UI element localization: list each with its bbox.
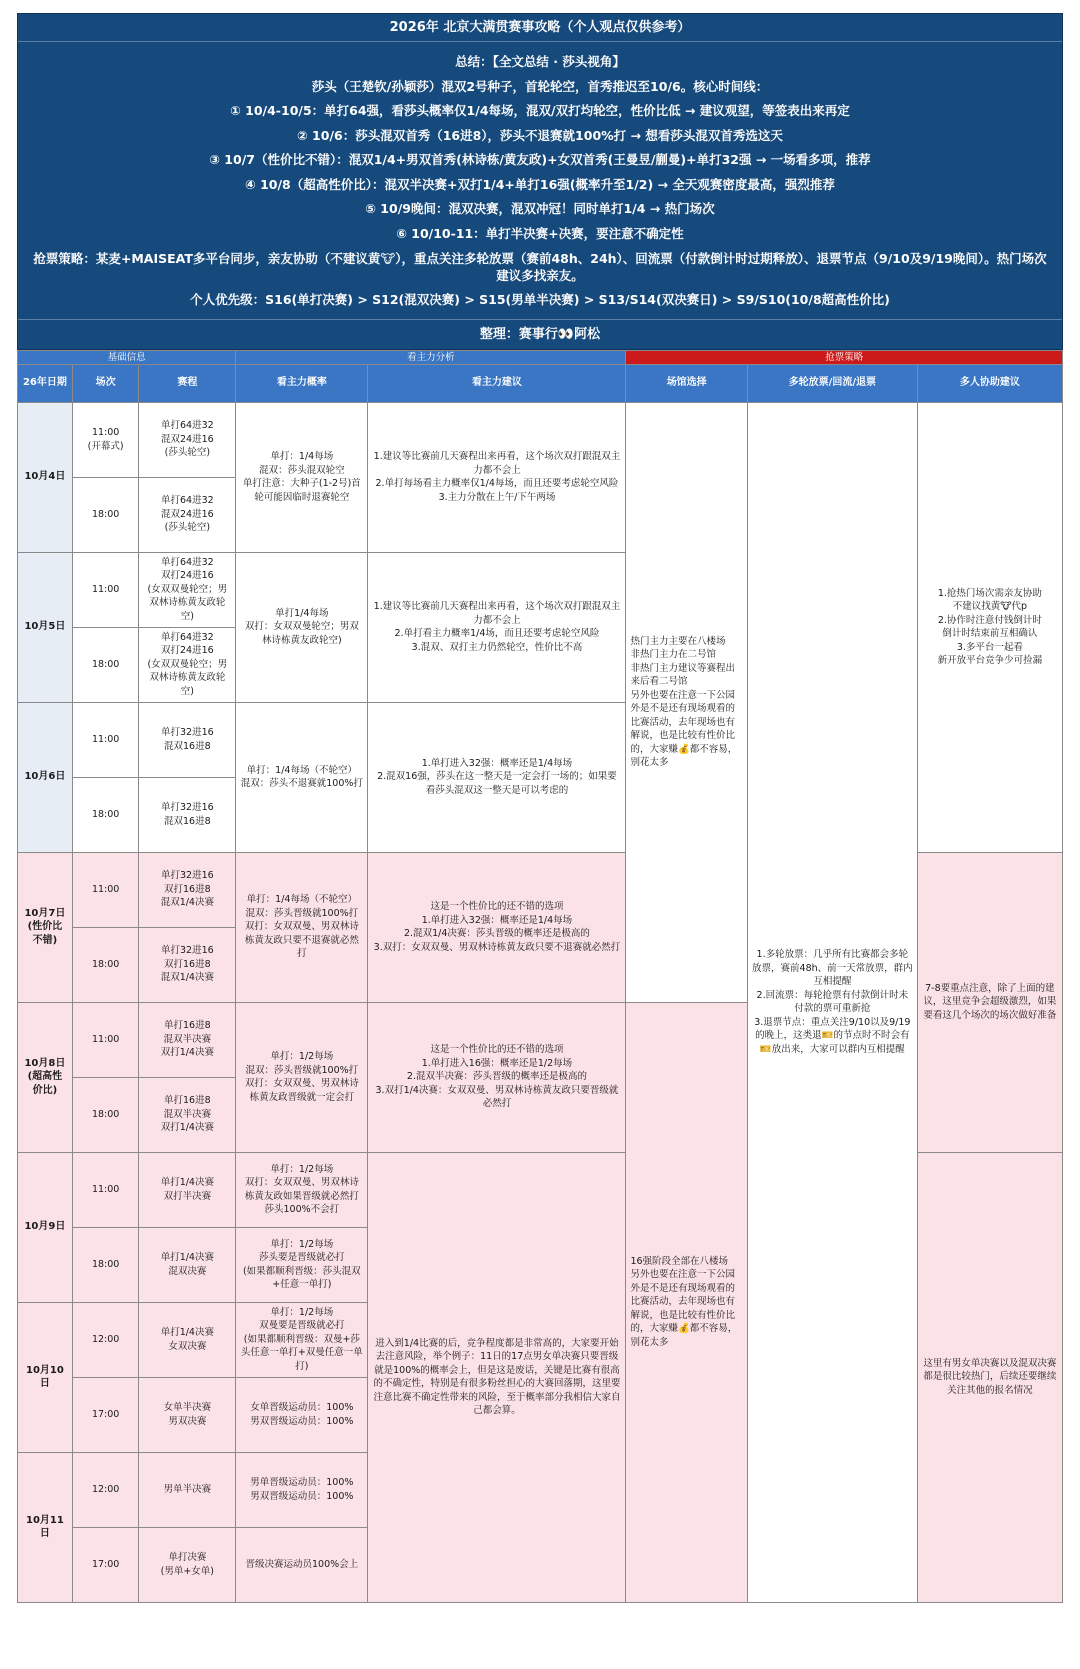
summary-block [18, 42, 1062, 319]
session-time: 18:00 [72, 777, 139, 852]
summary-banner [17, 13, 1063, 350]
advice-cell: 1.建议等比赛前几天赛程出来再看，这个场次双打跟混双主力都不会上 2.单打看主力概率1/4场，而且还要考虑轮空风险 3.混双、双打主力仍然轮空，性价比不高 [368, 552, 626, 702]
schedule-cell: 单打64进32 双打24进16 (女双双曼轮空；男双林诗栋黄友政轮空) [139, 627, 236, 702]
schedule-cell: 单打16进8 混双半决赛 双打1/4决赛 [139, 1002, 236, 1077]
date-cell: 10月5日 [18, 552, 73, 702]
probability-cell: 单打：1/2每场 双曼要是晋级就必打 (如果都顺利晋级：双曼+莎头任意一单打+双曼任意一单打) [236, 1302, 368, 1377]
venue-cell: 16强阶段全部在八楼场 另外也要在注意一下公园外是不是还有现场观看的比赛活动，去年现场也有解说，也是比较有性价比的，大家赚💰都不容易，别花太多 [626, 1002, 747, 1602]
probability-cell: 单打：1/4每场（不轮空） 混双：莎头不退赛就100%打 [236, 702, 368, 852]
col-release: 多轮放票/回流/退票 [747, 364, 917, 402]
strategy-page [17, 13, 1063, 1661]
schedule-cell: 单打1/4决赛 双打半决赛 [139, 1152, 236, 1227]
group-ticket-strategy: 抢票策略 [626, 350, 1063, 364]
group-basic-info: 基础信息 [18, 350, 236, 364]
table-row [18, 402, 1063, 477]
credit-line: 整理：赛事行👀阿松 [18, 319, 1062, 349]
probability-cell: 晋级决赛运动员100%会上 [236, 1527, 368, 1602]
venue-cell: 热门主力主要在八楼场 非热门主力在二号馆 非热门主力建议等赛程出来后看二号馆 另外也要在注意一下公园外是不是还有现场观看的比赛活动，去年现场也有解说，也是比较有性价比的，大家赚💰都不容易，别花太多 [626, 402, 747, 1002]
schedule-cell: 女单半决赛 男双决赛 [139, 1377, 236, 1452]
session-time: 12:00 [72, 1302, 139, 1377]
col-probability: 看主力概率 [236, 364, 368, 402]
page-title: 2026年 北京大满贯赛事攻略（个人观点仅供参考） [18, 14, 1062, 42]
schedule-cell: 单打32进16 混双16进8 [139, 702, 236, 777]
probability-cell: 女单晋级运动员：100% 男双晋级运动员：100% [236, 1377, 368, 1452]
date-cell: 10月11日 [18, 1452, 73, 1602]
probability-cell: 单打：1/2每场 莎头要是晋级就必打 (如果都顺利晋级：莎头混双+任意一单打) [236, 1227, 368, 1302]
probability-cell: 单打1/4每场 双打：女双双曼轮空；男双林诗栋黄友政轮空) [236, 552, 368, 702]
summary-line: ⑤ 10/9晚间：混双决赛，混双冲冠！同时单打1/4 → 热门场次 [365, 201, 715, 216]
strategy-line: 抢票策略：某麦+MAISEAT多平台同步，亲友协助（不建议黄🐮），重点关注多轮放票（赛前48h、24h）、回流票（付款倒计时过期释放）、退票节点（9/10及9/19晚间）。热门场次建议多找亲友。 [33, 251, 1047, 283]
date-cell: 10月4日 [18, 402, 73, 552]
probability-cell: 单打：1/4每场（不轮空） 混双：莎头晋级就100%打 双打：女双双曼、男双林诗栋黄友政只要不退赛就必然打 [236, 852, 368, 1002]
session-time: 11:00 [72, 552, 139, 627]
session-time: 17:00 [72, 1527, 139, 1602]
session-time: 11:00 [72, 702, 139, 777]
session-time: 18:00 [72, 477, 139, 552]
advice-cell: 1.建议等比赛前几天赛程出来再看，这个场次双打跟混双主力都不会上 2.单打每场看主力概率仅1/4每场，而且还要考虑轮空风险 3.主力分散在上午/下午两场 [368, 402, 626, 552]
col-session: 场次 [72, 364, 139, 402]
session-time: 18:00 [72, 1227, 139, 1302]
schedule-cell: 单打32进16 混双16进8 [139, 777, 236, 852]
schedule-cell: 单打1/4决赛 女双决赛 [139, 1302, 236, 1377]
session-time: 18:00 [72, 1077, 139, 1152]
schedule-cell: 单打64进32 混双24进16 (莎头轮空) [139, 402, 236, 477]
schedule-cell: 单打64进32 双打24进16 (女双双曼轮空；男双林诗栋黄友政轮空) [139, 552, 236, 627]
col-schedule: 赛程 [139, 364, 236, 402]
date-cell: 10月9日 [18, 1152, 73, 1302]
schedule-cell: 单打决赛 (男单+女单) [139, 1527, 236, 1602]
schedule-cell: 单打1/4决赛 混双决赛 [139, 1227, 236, 1302]
late-advice-cell: 进入到1/4比赛的后，竞争程度都是非常高的，大家要开始去注意风险，举个例子：11日的17点男女单决赛只要晋级就是100%的概率会上，但是这是废话，关键是比赛有很高的不确定性，特别是有很多粉丝担心的大赛回落期，这里要注意比赛不确定性带来的风险，至于概率部分我相信大家自己都会算。 [368, 1152, 626, 1602]
session-time: 12:00 [72, 1452, 139, 1527]
col-date: 26年日期 [18, 364, 73, 402]
assist-cell: 这里有男女单决赛以及混双决赛都是很比较热门，后续还要继续关注其他的报名情况 [917, 1152, 1062, 1602]
schedule-cell: 单打64进32 混双24进16 (莎头轮空) [139, 477, 236, 552]
advice-cell: 这是一个性价比的还不错的选项 1.单打进入16强：概率还是1/2每场 2.混双半决赛：莎头晋级的概率还是极高的 3.双打1/4决赛：女双双曼、男双林诗栋黄友政只要晋级就必然打 [368, 1002, 626, 1152]
session-time: 17:00 [72, 1377, 139, 1452]
date-cell: 10月10日 [18, 1302, 73, 1452]
probability-cell: 单打：1/4每场 混双：莎头混双轮空 单打注意：大种子(1-2号)首轮可能因临时退赛轮空 [236, 402, 368, 552]
summary-line: 莎头（王楚钦/孙颖莎）混双2号种子，首轮轮空，首秀推迟至10/6。核心时间线： [311, 78, 769, 94]
summary-line: ⑥ 10/10-11：单打半决赛+决赛，要注意不确定性 [396, 225, 684, 241]
session-time: 18:00 [72, 927, 139, 1002]
col-assist: 多人协助建议 [917, 364, 1062, 402]
schedule-cell: 单打32进16 双打16进8 混双1/4决赛 [139, 852, 236, 927]
session-time: 11:00 [72, 852, 139, 927]
schedule-cell: 单打16进8 混双半决赛 双打1/4决赛 [139, 1077, 236, 1152]
schedule-table [17, 350, 1063, 1603]
col-venue: 场馆选择 [626, 364, 747, 402]
priority-line: 个人优先级：S16(单打决赛) > S12(混双决赛) > S15(男单半决赛) > S13/S14(双决赛日) > S9/S10(10/8超高性价比) [190, 292, 890, 307]
assist-cell: 7-8要重点注意，除了上面的建议，这里竞争会超级激烈，如果要看这几个场次的场次做好准备 [917, 852, 1062, 1152]
date-cell: 10月6日 [18, 702, 73, 852]
date-cell: 10月8日 (超高性 价比) [18, 1002, 73, 1152]
release-cell: 1.多轮放票：几乎所有比赛都会多轮放票，赛前48h、前一天常放票，群内互相提醒 2.回流票：每轮抢票有付款倒计时未付款的票可重新抢 3.退票节点：重点关注9/10以及9/19的晚上，这类退🎫的节点时不时会有🎫放出来，大家可以群内互相提醒 [747, 402, 917, 1602]
summary-line: ③ 10/7（性价比不错）：混双1/4+男双首秀(林诗栋/黄友政)+女双首秀(王曼昱/蒯曼)+单打32强 → 一场看多项，推荐 [209, 152, 871, 167]
schedule-body [18, 402, 1063, 1602]
date-cell: 10月7日 (性价比 不错) [18, 852, 73, 1002]
probability-cell: 单打：1/2每场 混双：莎头晋级就100%打 双打：女双双曼、男双林诗栋黄友政晋级就一定会打 [236, 1002, 368, 1152]
summary-line: ① 10/4-10/5：单打64强，看莎头概率仅1/4每场，混双/双打均轮空，性价比低 → 建议观望，等签表出来再定 [230, 103, 850, 118]
summary-line: ④ 10/8（超高性价比）：混双半决赛+双打1/4+单打16强(概率升至1/2) → 全天观赛密度最高，强烈推荐 [245, 176, 835, 192]
schedule-cell: 男单半决赛 [139, 1452, 236, 1527]
summary-line: ② 10/6：莎头混双首秀（16进8），莎头不退赛就100%打 → 想看莎头混双首秀选这天 [297, 127, 783, 143]
advice-cell: 这是一个性价比的还不错的选项 1.单打进入32强：概率还是1/4每场 2.混双1/4决赛：莎头晋级的概率还是极高的 3.双打：女双双曼、男双林诗栋黄友政只要不退赛就必然打 [368, 852, 626, 1002]
session-time: 18:00 [72, 627, 139, 702]
session-time: 11:00 [72, 1002, 139, 1077]
session-time: 11:00 (开幕式) [72, 402, 139, 477]
group-analysis: 看主力分析 [236, 350, 626, 364]
summary-line: 总结：【全文总结 · 莎头视角】 [455, 54, 625, 69]
assist-cell: 1.抢热门场次需亲友协助 不建议找黄🐮代p 2.协作时注意付钱倒计时 倒计时结束前互相确认 3.多平台一起看 新开放平台竞争少可捡漏 [917, 402, 1062, 852]
probability-cell: 单打：1/2每场 双打：女双双曼、男双林诗栋黄友政如果晋级就必然打 莎头100%不会打 [236, 1152, 368, 1227]
col-advice: 看主力建议 [368, 364, 626, 402]
schedule-cell: 单打32进16 双打16进8 混双1/4决赛 [139, 927, 236, 1002]
probability-cell: 男单晋级运动员：100% 男双晋级运动员：100% [236, 1452, 368, 1527]
advice-cell: 1.单打进入32强：概率还是1/4每场 2.混双16强，莎头在这一整天是一定会打一场的；如果要看莎头混双这一整天是可以考虑的 [368, 702, 626, 852]
session-time: 11:00 [72, 1152, 139, 1227]
